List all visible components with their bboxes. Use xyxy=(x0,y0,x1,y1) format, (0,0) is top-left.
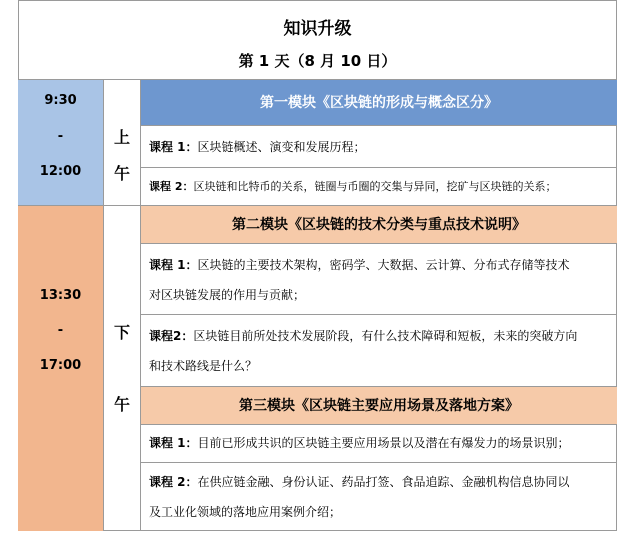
table-header xyxy=(18,0,617,80)
course-text-continued: 及工业化领域的落地应用案例介绍； xyxy=(149,505,342,519)
morning-label-cell xyxy=(104,80,141,206)
module-1-course-2 xyxy=(141,168,617,206)
module-1-title: 第一模块《区块链的形成与概念区分》 xyxy=(141,80,617,126)
afternoon-label-cell xyxy=(104,206,141,531)
module-2-course-1 xyxy=(141,244,617,315)
morning-label-top: 上 xyxy=(113,128,130,147)
morning-time-cell xyxy=(18,80,104,206)
page-title: 知识升级 xyxy=(283,19,352,39)
morning-start-time: 9:30 xyxy=(44,93,77,108)
afternoon-start-time: 13:30 xyxy=(39,288,82,303)
afternoon-label-bottom: 午 xyxy=(113,395,130,414)
course-label: 课程 2： xyxy=(149,180,194,193)
course-text-continued: 和技术路线是什么？ xyxy=(149,359,258,373)
afternoon-time-cell xyxy=(18,206,104,531)
module-3-course-1 xyxy=(141,425,617,463)
course-label: 课程 1： xyxy=(149,140,198,154)
course-text-continued: 对区块链发展的作用与贡献； xyxy=(149,288,306,302)
course-text: 区块链概述、演变和发展历程； xyxy=(197,140,366,154)
module-2-course-2 xyxy=(141,315,617,387)
course-text: 在供应链金融、身份认证、药品打签、食品追踪、金融机构信息协同以 xyxy=(197,475,570,489)
course-label: 课程 1： xyxy=(149,258,198,272)
course-label: 课程 1： xyxy=(149,436,198,450)
afternoon-label-top: 下 xyxy=(113,323,130,342)
module-3-course-2 xyxy=(141,463,617,531)
course-text: 目前已形成共识的区块链主要应用场景以及潜在有爆发力的场景识别； xyxy=(197,436,570,450)
module-1-course-1 xyxy=(141,126,617,168)
course-text: 区块链的主要技术架构，密码学、大数据、云计算、分布式存储等技术 xyxy=(197,258,570,272)
morning-time-dash: - xyxy=(57,129,64,144)
afternoon-end-time: 17:00 xyxy=(39,358,82,373)
morning-label-bottom: 午 xyxy=(113,164,130,183)
course-label: 课程 2： xyxy=(149,475,198,489)
course-label: 课程2： xyxy=(149,329,194,343)
course-text: 区块链和比特币的关系，链圈与币圈的交集与异同，挖矿与区块链的关系； xyxy=(193,180,557,193)
afternoon-time-dash: - xyxy=(57,323,64,338)
module-2-title: 第二模块《区块链的技术分类与重点技术说明》 xyxy=(141,206,617,244)
morning-end-time: 12:00 xyxy=(39,164,82,179)
course-text: 区块链目前所处技术发展阶段，有什么技术障碍和短板，未来的突破方向 xyxy=(193,329,578,343)
module-3-title: 第三模块《区块链主要应用场景及落地方案》 xyxy=(141,387,617,425)
day-subtitle: 第 1 天（8 月 10 日） xyxy=(238,52,397,70)
